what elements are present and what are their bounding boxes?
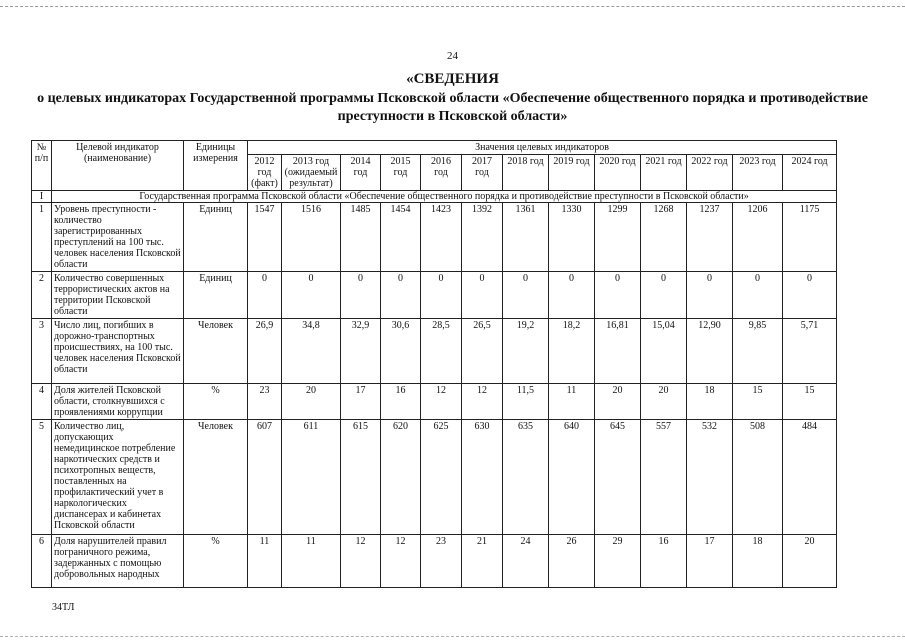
program-title: Государственная программа Псковской области «Обеспечение общественного порядка и противодействие преступности в Псковской области» [52, 191, 837, 203]
row-num: 3 [32, 319, 52, 384]
row-value: 12 [381, 535, 421, 588]
header-year: 2013 год (ожидаемый результат) [282, 155, 341, 191]
row-value: 18 [687, 384, 733, 420]
row-value: 18 [733, 535, 783, 588]
row-value: 28,5 [421, 319, 462, 384]
row-value: 17 [341, 384, 381, 420]
document-title: «СВЕДЕНИЯ [406, 71, 499, 87]
row-indicator-name: Уровень преступности - количество зарегистрированных преступлений на 100 тыс. человек населения Псковской области [52, 203, 184, 272]
row-indicator-name: Количество лиц, допускающих немедицинское потребление наркотических средств и психотропных веществ, поставленных на профилактический учет в наркологических диспансерах и кабинетах Псковской области [52, 420, 184, 535]
row-value: 630 [462, 420, 503, 535]
table-row [32, 319, 837, 384]
row-value: 20 [282, 384, 341, 420]
row-value: 11 [248, 535, 282, 588]
table-row [32, 203, 837, 272]
row-value: 30,6 [381, 319, 421, 384]
row-value: 21 [462, 535, 503, 588]
header-year: 2018 год [503, 155, 549, 191]
row-value: 1547 [248, 203, 282, 272]
row-value: 26 [549, 535, 595, 588]
row-value: 20 [641, 384, 687, 420]
row-value: 16,81 [595, 319, 641, 384]
row-value: 29 [595, 535, 641, 588]
row-value: 20 [783, 535, 837, 588]
header-year: 2021 год [641, 155, 687, 191]
row-value: 484 [783, 420, 837, 535]
table-row [32, 420, 837, 535]
row-unit: Единиц [184, 272, 248, 319]
program-num: I [32, 191, 52, 203]
row-value: 16 [381, 384, 421, 420]
row-value: 0 [687, 272, 733, 319]
row-value: 615 [341, 420, 381, 535]
row-value: 620 [381, 420, 421, 535]
row-value: 0 [549, 272, 595, 319]
header-year: 2016 год [421, 155, 462, 191]
row-value: 640 [549, 420, 595, 535]
row-value: 9,85 [733, 319, 783, 384]
row-value: 0 [733, 272, 783, 319]
row-value: 532 [687, 420, 733, 535]
row-num: 1 [32, 203, 52, 272]
row-value: 1299 [595, 203, 641, 272]
header-year: 2024 год [783, 155, 837, 191]
row-unit: Единиц [184, 203, 248, 272]
row-value: 16 [641, 535, 687, 588]
row-value: 12 [421, 384, 462, 420]
header-year: 2015 год [381, 155, 421, 191]
scan-edge-bottom [0, 636, 905, 637]
row-value: 1485 [341, 203, 381, 272]
row-indicator-name: Доля нарушителей правил пограничного режима, задержанных с помощью добровольных народных [52, 535, 184, 588]
row-value: 23 [421, 535, 462, 588]
header-values-group: Значения целевых индикаторов [248, 141, 837, 155]
header-indicator: Целевой индикатор (наименование) [52, 141, 184, 191]
row-value: 15 [733, 384, 783, 420]
row-value: 15,04 [641, 319, 687, 384]
table-row [32, 272, 837, 319]
row-value: 0 [248, 272, 282, 319]
header-unit: Единицы измерения [184, 141, 248, 191]
row-value: 508 [733, 420, 783, 535]
header-num: № п/п [32, 141, 52, 191]
row-value: 11 [282, 535, 341, 588]
page-number: 24 [447, 50, 458, 62]
indicators-table [31, 140, 837, 588]
row-num: 2 [32, 272, 52, 319]
row-value: 26,9 [248, 319, 282, 384]
row-value: 0 [421, 272, 462, 319]
row-value: 24 [503, 535, 549, 588]
header-year: 2020 год [595, 155, 641, 191]
table-row [32, 535, 837, 588]
row-value: 26,5 [462, 319, 503, 384]
document-subtitle: о целевых индикаторах Государственной программы Псковской области «Обеспечение общественного порядка и противодействие преступности в Псковской области» [37, 91, 868, 124]
header-year: 2012 год (факт) [248, 155, 282, 191]
row-value: 0 [282, 272, 341, 319]
row-value: 0 [595, 272, 641, 319]
header-year: 2017 год [462, 155, 503, 191]
row-value: 20 [595, 384, 641, 420]
footer-code: 34ТЛ [52, 602, 75, 613]
row-unit: % [184, 384, 248, 420]
header-year: 2019 год [549, 155, 595, 191]
scan-edge-top [0, 6, 905, 7]
row-value: 625 [421, 420, 462, 535]
row-value: 611 [282, 420, 341, 535]
row-num: 6 [32, 535, 52, 588]
row-value: 607 [248, 420, 282, 535]
row-value: 1454 [381, 203, 421, 272]
header-year: 2023 год [733, 155, 783, 191]
row-unit: Человек [184, 420, 248, 535]
row-value: 1268 [641, 203, 687, 272]
row-value: 32,9 [341, 319, 381, 384]
header-year: 2022 год [687, 155, 733, 191]
row-value: 0 [783, 272, 837, 319]
row-value: 15 [783, 384, 837, 420]
row-value: 1423 [421, 203, 462, 272]
row-indicator-name: Число лиц, погибших в дорожно-транспортных происшествиях, на 100 тыс. человек населения Псковской области [52, 319, 184, 384]
row-value: 12,90 [687, 319, 733, 384]
row-value: 1361 [503, 203, 549, 272]
row-value: 1237 [687, 203, 733, 272]
header-year: 2014 год [341, 155, 381, 191]
row-value: 23 [248, 384, 282, 420]
table-row [32, 384, 837, 420]
row-value: 11,5 [503, 384, 549, 420]
row-value: 34,8 [282, 319, 341, 384]
row-value: 1206 [733, 203, 783, 272]
row-value: 1175 [783, 203, 837, 272]
program-row [32, 191, 837, 203]
row-value: 1392 [462, 203, 503, 272]
row-value: 635 [503, 420, 549, 535]
row-value: 1516 [282, 203, 341, 272]
row-indicator-name: Доля жителей Псковской области, столкнувшихся с проявлениями коррупции [52, 384, 184, 420]
row-value: 17 [687, 535, 733, 588]
row-indicator-name: Количество совершенных террористических актов на территории Псковской области [52, 272, 184, 319]
row-value: 11 [549, 384, 595, 420]
row-value: 5,71 [783, 319, 837, 384]
row-value: 0 [341, 272, 381, 319]
row-value: 12 [462, 384, 503, 420]
row-num: 4 [32, 384, 52, 420]
row-value: 12 [341, 535, 381, 588]
row-value: 0 [641, 272, 687, 319]
row-value: 1330 [549, 203, 595, 272]
row-unit: Человек [184, 319, 248, 384]
row-value: 18,2 [549, 319, 595, 384]
header-row-1 [32, 141, 837, 155]
row-value: 0 [381, 272, 421, 319]
row-value: 0 [503, 272, 549, 319]
row-num: 5 [32, 420, 52, 535]
row-value: 645 [595, 420, 641, 535]
row-value: 557 [641, 420, 687, 535]
row-unit: % [184, 535, 248, 588]
row-value: 19,2 [503, 319, 549, 384]
row-value: 0 [462, 272, 503, 319]
